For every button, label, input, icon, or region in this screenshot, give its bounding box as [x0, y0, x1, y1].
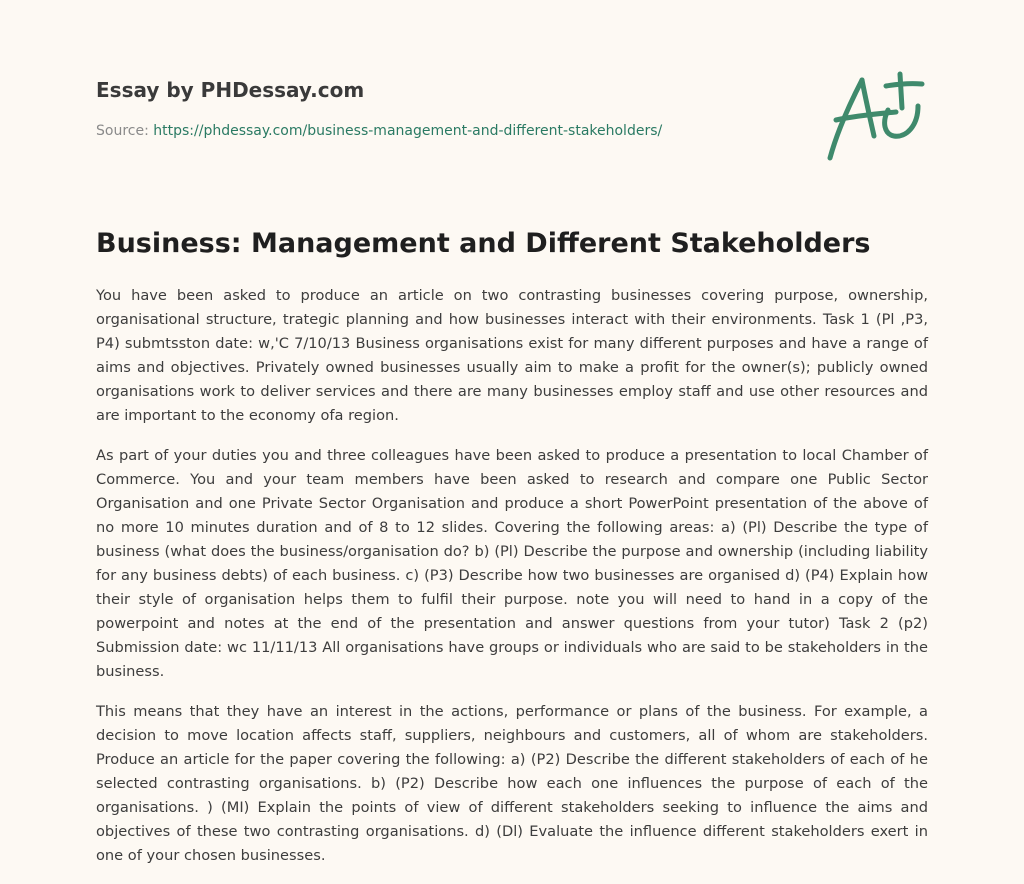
article-paragraph: As part of your duties you and three colleagues have been asked to produce a presentation to local Chamber of Commerce. You and your team members have been asked to research and compare one Public Sector Organisation and one Private Sector Organisation and produce a short PowerPoint presentation of the above of no more 10 minutes duration and of 8 to 12 slides. Covering the following areas: a) (Pl) Describe the type of business (what does the business/organisation do? b) (Pl) Describe the purpose and ownership (including liability for any business debts) of each business. c) (P3) Describe how two businesses are organised d) (P4) Explain how their style of organisation helps them to fulfil their purpose. note you will need to hand in a copy of the powerpoint and notes at the end of the presentation and answer questions from your tutor) Task 2 (p2) Submission date: wc 11/11/13 All organisations have groups or individuals who are said to be stakeholders in the business.	[96, 447, 928, 680]
plus-horizontal	[886, 84, 922, 86]
article-paragraph: This means that they have an interest in the actions, performance or plans of the business. For example, a decision to move location affects staff, suppliers, neighbours and customers, all of whom are stakeholders. Produce an article for the paper covering the following: a) (P2) Describe the different stakeholders of each of he selected contrasting organisations. b) (P2) Describe how each one influences the purpose of each of the organisations. ) (MI) Explain the points of view of different stakeholders seeking to influence the aims and objectives of these two contrasting organisations. d) (Dl) Evaluate the influence different stakeholders exert in one of your chosen businesses.	[96, 703, 928, 864]
source-line	[96, 121, 796, 141]
plus-vertical	[900, 74, 902, 108]
a-right-stroke	[862, 80, 874, 136]
article-title: Business: Management and Different Stakeholders	[96, 228, 871, 259]
a-plus-grade-logo	[822, 66, 930, 166]
source-label: Source:	[96, 123, 149, 139]
u-loop	[885, 106, 918, 136]
article-paragraph: You have been asked to produce an article on two contrasting businesses covering purpose, ownership, organisational structure, trategic planning and how businesses interact with their environments. Task 1 (Pl ,P3, P4) submtsston date: w,'C 7/10/13 Business organisations exist for many different purposes and have a range of aims and objectives. Privately owned businesses usually aim to make a profit for the owner(s); publicly owned organisations work to deliver services and there are many businesses employ staff and use other resources and are important to the economy ofa region.	[96, 287, 928, 424]
source-link[interactable]: https://phdessay.com/business-management-and-different-stakeholders/	[153, 123, 663, 139]
article-body	[96, 284, 928, 884]
site-title: Essay by PHDessay.com	[96, 78, 365, 102]
page-header	[96, 76, 796, 141]
